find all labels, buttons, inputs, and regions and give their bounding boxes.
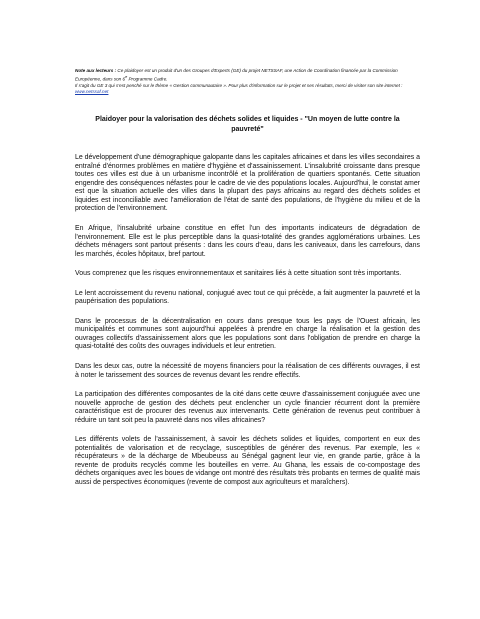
paragraph: Dans les deux cas, outre la nécessité de moyens financiers pour la réalisation de ces différents ouvrages, il est à noter le tarissement des sources de revenus devant les rendre effectifs.: [75, 363, 420, 379]
paragraph: Vous comprenez que les risques environnementaux et sanitaires liés à cette situation sont très importants.: [75, 270, 402, 278]
paragraph: Le développement d'une démographique galopante dans les capitales africaines et dans les villes secondaires a entraîné d'énormes problèmes en matière d'hygiène et d'assainissement. L'insalubrité croissante dans presque toutes ces villes est due à un urbanisme incontrôlé et la prolifération de quartiers spontanés. Cette situation engendre des conséquences néfastes pour le cadre de vie des populations locales. Aujourd'hui, le constat amer est que la situation actuelle des villes dans la plupart des pays africains au regard des déchets solides et liquides est inconciliable avec l'amélioration de l'état de santé des populations, de l'hygiène du milieu et de la protection de l'environnement.: [75, 154, 420, 213]
project-website-link[interactable]: www.netssaf.net: [75, 89, 109, 95]
reader-note: [75, 68, 420, 95]
note-text-2: Il s'agit du GE 3 qui s'est penché sur le thème « Gestion communautaire ». Pour plus d'information sur le projet et ses résultats, merci de visiter son site internet :: [75, 82, 403, 88]
note-text-1: Ce plaidoyer est un produit d'un des Groupes d'Experts (GE) du projet NETSSAF, une Action de Coordination financée par la Commission Européenne, dans son 6: [75, 68, 398, 82]
document-title: Plaidoyer pour la valorisation des déchets solides et liquides - "Un moyen de lutte contre la pauvreté": [95, 116, 400, 133]
paragraph: La participation des différentes composantes de la cité dans cette œuvre d'assainissement conjuguée avec une nouvelle approche de gestion des déchets peut enclencher un cycle financier récurrent dont la première caractéristique est de procurer des revenus aux intervenants. Cette génération de revenus peut contribuer à réduire un tant soit peu la pauvreté dans nos villes africaines?: [75, 391, 420, 424]
note-text-1-end: Programme Cadre.: [127, 76, 168, 82]
paragraph: Le lent accroissement du revenu national, conjugué avec tout ce qui précède, a fait augmenter la pauvreté et la paupérisation des populations.: [75, 289, 420, 306]
note-superscript: e: [125, 75, 128, 80]
paragraph: Dans le processus de la décentralisation en cours dans presque tous les pays de l'Ouest africain, les municipalités et communes sont aujourd'hui appelées à prendre en charge la réalisation et la gestion des ouvrages collectifs d'assainissement alors que les populations sont dans l'obligation de prendre en charge la quasi-totalité des coûts des ouvrages individuels et leur entretien.: [75, 317, 420, 351]
paragraph: Les différents volets de l'assainissement, à savoir les déchets solides et liquides, comportent en eux des potentialités de valorisation et de recyclage, susceptibles de générer des revenus. Par exemple, les « récupérateurs » de la décharge de Mbeubeuss au Sénégal gagnent leur vie, en grande partie, grâce à la revente de produits recyclés comme les bouteilles en verre. Au Ghana, les essais de co-compostage des déchets organiques avec les boues de vidange ont montré des résultats très probants en termes de qualité mais aussi de perspectives économiques (revente de compost aux agriculteurs et maraîchers).: [75, 436, 420, 487]
paragraph: En Afrique, l'insalubrité urbaine constitue en effet l'un des importants indicateurs de dégradation de l'environnement. Elle est le plus perceptible dans la quasi-totalité des grandes agglomérations urbaines. Les déchets ménagers sont partout présents : dans les cours d'eau, dans les caniveaux, dans les carrefours, dans les marchés, écoles hôpitaux, bref partout.: [75, 224, 420, 258]
note-label: Note aux lecteurs :: [75, 68, 117, 73]
document-body: [75, 154, 420, 487]
